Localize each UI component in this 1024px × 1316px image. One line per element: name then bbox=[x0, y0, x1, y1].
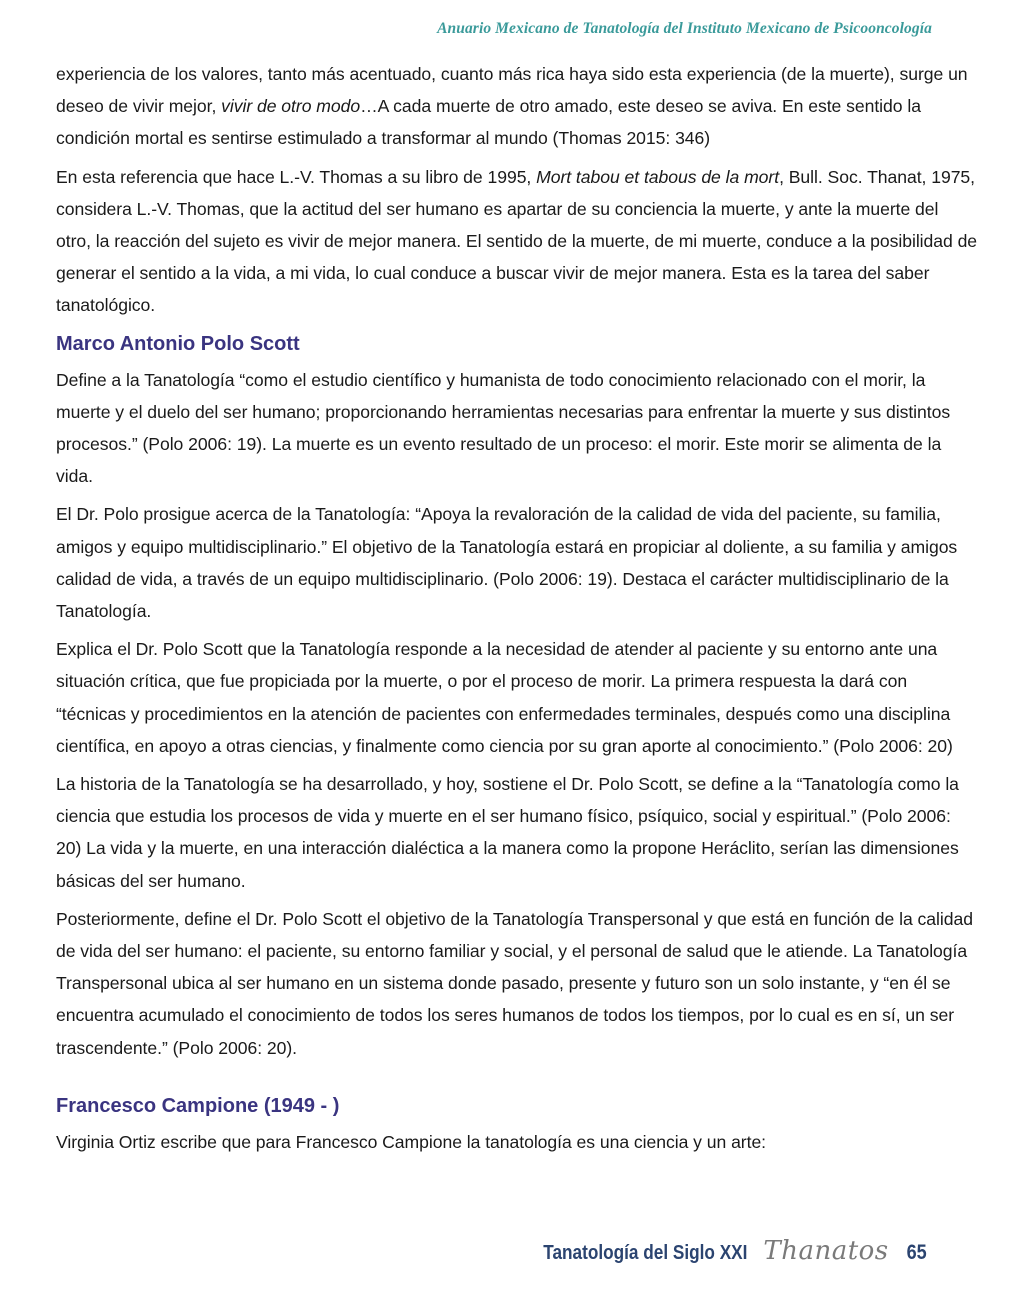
footer-thanatos-logo: Thanatos bbox=[763, 1236, 889, 1266]
paragraph-campione-intro: Virginia Ortiz escribe que para Francesco Campione la tanatología es una ciencia y un arte: bbox=[56, 1131, 767, 1152]
paragraph-thomas-quote: experiencia de los valores, tanto más acentuado, cuanto más rica haya sido esta experiencia (de la muerte), surge un deseo de vivir mejor, vivir de otro modo…A cada muerte de otro amado, este deseo se aviva. En este sentido la condición mortal es sentirse estimulado a transformar al mundo (Thomas 2015: 346) bbox=[56, 64, 968, 149]
page-footer bbox=[510, 1236, 928, 1272]
page-body bbox=[56, 58, 978, 1164]
paragraph-polo-history: La historia de la Tanatología se ha desarrollado, y hoy, sostiene el Dr. Polo Scott, se define a la “Tanatología como la ciencia que estudia los procesos de vida y muerte en el ser humano físico, psíquico, social y espiritual.” (Polo 2006: 20) La vida y la muerte, en una interacción dialéctica a la manera como la propone Heráclito, serían las dimensiones básicas del ser humano. bbox=[56, 774, 959, 891]
paragraph-polo-objective: El Dr. Polo prosigue acerca de la Tanatología: “Apoya la revaloración de la calidad de vida del paciente, su familia, amigos y equipo multidisciplinario.” El objetivo de la Tanatología estará en propiciar al doliente, a su familia y amigos calidad de vida, a través de un equipo multidisciplinario. (Polo 2006: 19). Destaca el carácter multidisciplinario de la Tanatología. bbox=[56, 504, 958, 622]
book-title: Mort tabou et tabous de la mort bbox=[536, 166, 780, 187]
section-heading-campione: Francesco Campione (1949 - ) bbox=[56, 1094, 340, 1117]
paragraph-polo-definition: Define a la Tanatología “como el estudio científico y humanista de todo conocimiento relacionado con el morir, la muerte y el duelo del ser humano; proporcionando herramientas necesarias para enfrentar la muerte y sus distintos procesos.” (Polo 2006: 19). La muerte es un evento resultado de un proceso: el morir. Este morir se alimenta de la vida. bbox=[56, 369, 951, 487]
page-number: 65 bbox=[906, 1241, 927, 1264]
paragraph-polo-transpersonal: Posteriormente, define el Dr. Polo Scott el objetivo de la Tanatología Transpersonal y que está en función de la calidad de vida del ser humano: el paciente, su entorno familiar y social, y el personal de salud que le atiende. La Tanatología Transpersonal ubica al ser humano en un sistema donde pasado, presente y futuro son un solo instante, y “en él se encuentra acumulado el conocimiento de todos los seres humanos de todos los tiempos, por lo cual es en sí, un ser trascendente.” (Polo 2006: 20). bbox=[56, 908, 973, 1058]
italic-phrase: vivir de otro modo bbox=[221, 96, 361, 117]
running-header: Anuario Mexicano de Tanatología del Instituto Mexicano de Psicooncología bbox=[437, 20, 932, 37]
footer-journal-title: Tanatología del Siglo XXI bbox=[543, 1242, 748, 1264]
paragraph-polo-explanation: Explica el Dr. Polo Scott que la Tanatología responde a la necesidad de atender al paciente y su entorno ante una situación crítica, que fue propiciada por la muerte, o por el proceso de morir. La primera respuesta la dará con “técnicas y procedimientos en la atención de pacientes con enfermedades terminales, después como una disciplina científica, en apoyo a otras ciencias, y finalmente como ciencia por su gran aporte al conocimiento.” (Polo 2006: 20) bbox=[56, 639, 953, 756]
section-heading-polo: Marco Antonio Polo Scott bbox=[56, 332, 300, 355]
paragraph-thomas-commentary: En esta referencia que hace L.-V. Thomas a su libro de 1995, Mort tabou et tabous de la mort, Bull. Soc. Thanat, 1975, considera L.-V. Thomas, que la actitud del ser humano es apartar de su conciencia la muerte, y ante la muerte del otro, la reacción del sujeto es vivir de mejor manera. El sentido de la muerte, de mi muerte, conduce a la posibilidad de generar el sentido a la vida, a mi vida, lo cual conduce a buscar vivir de mejor manera. Esta es la tarea del saber tanatológico. bbox=[56, 166, 978, 316]
